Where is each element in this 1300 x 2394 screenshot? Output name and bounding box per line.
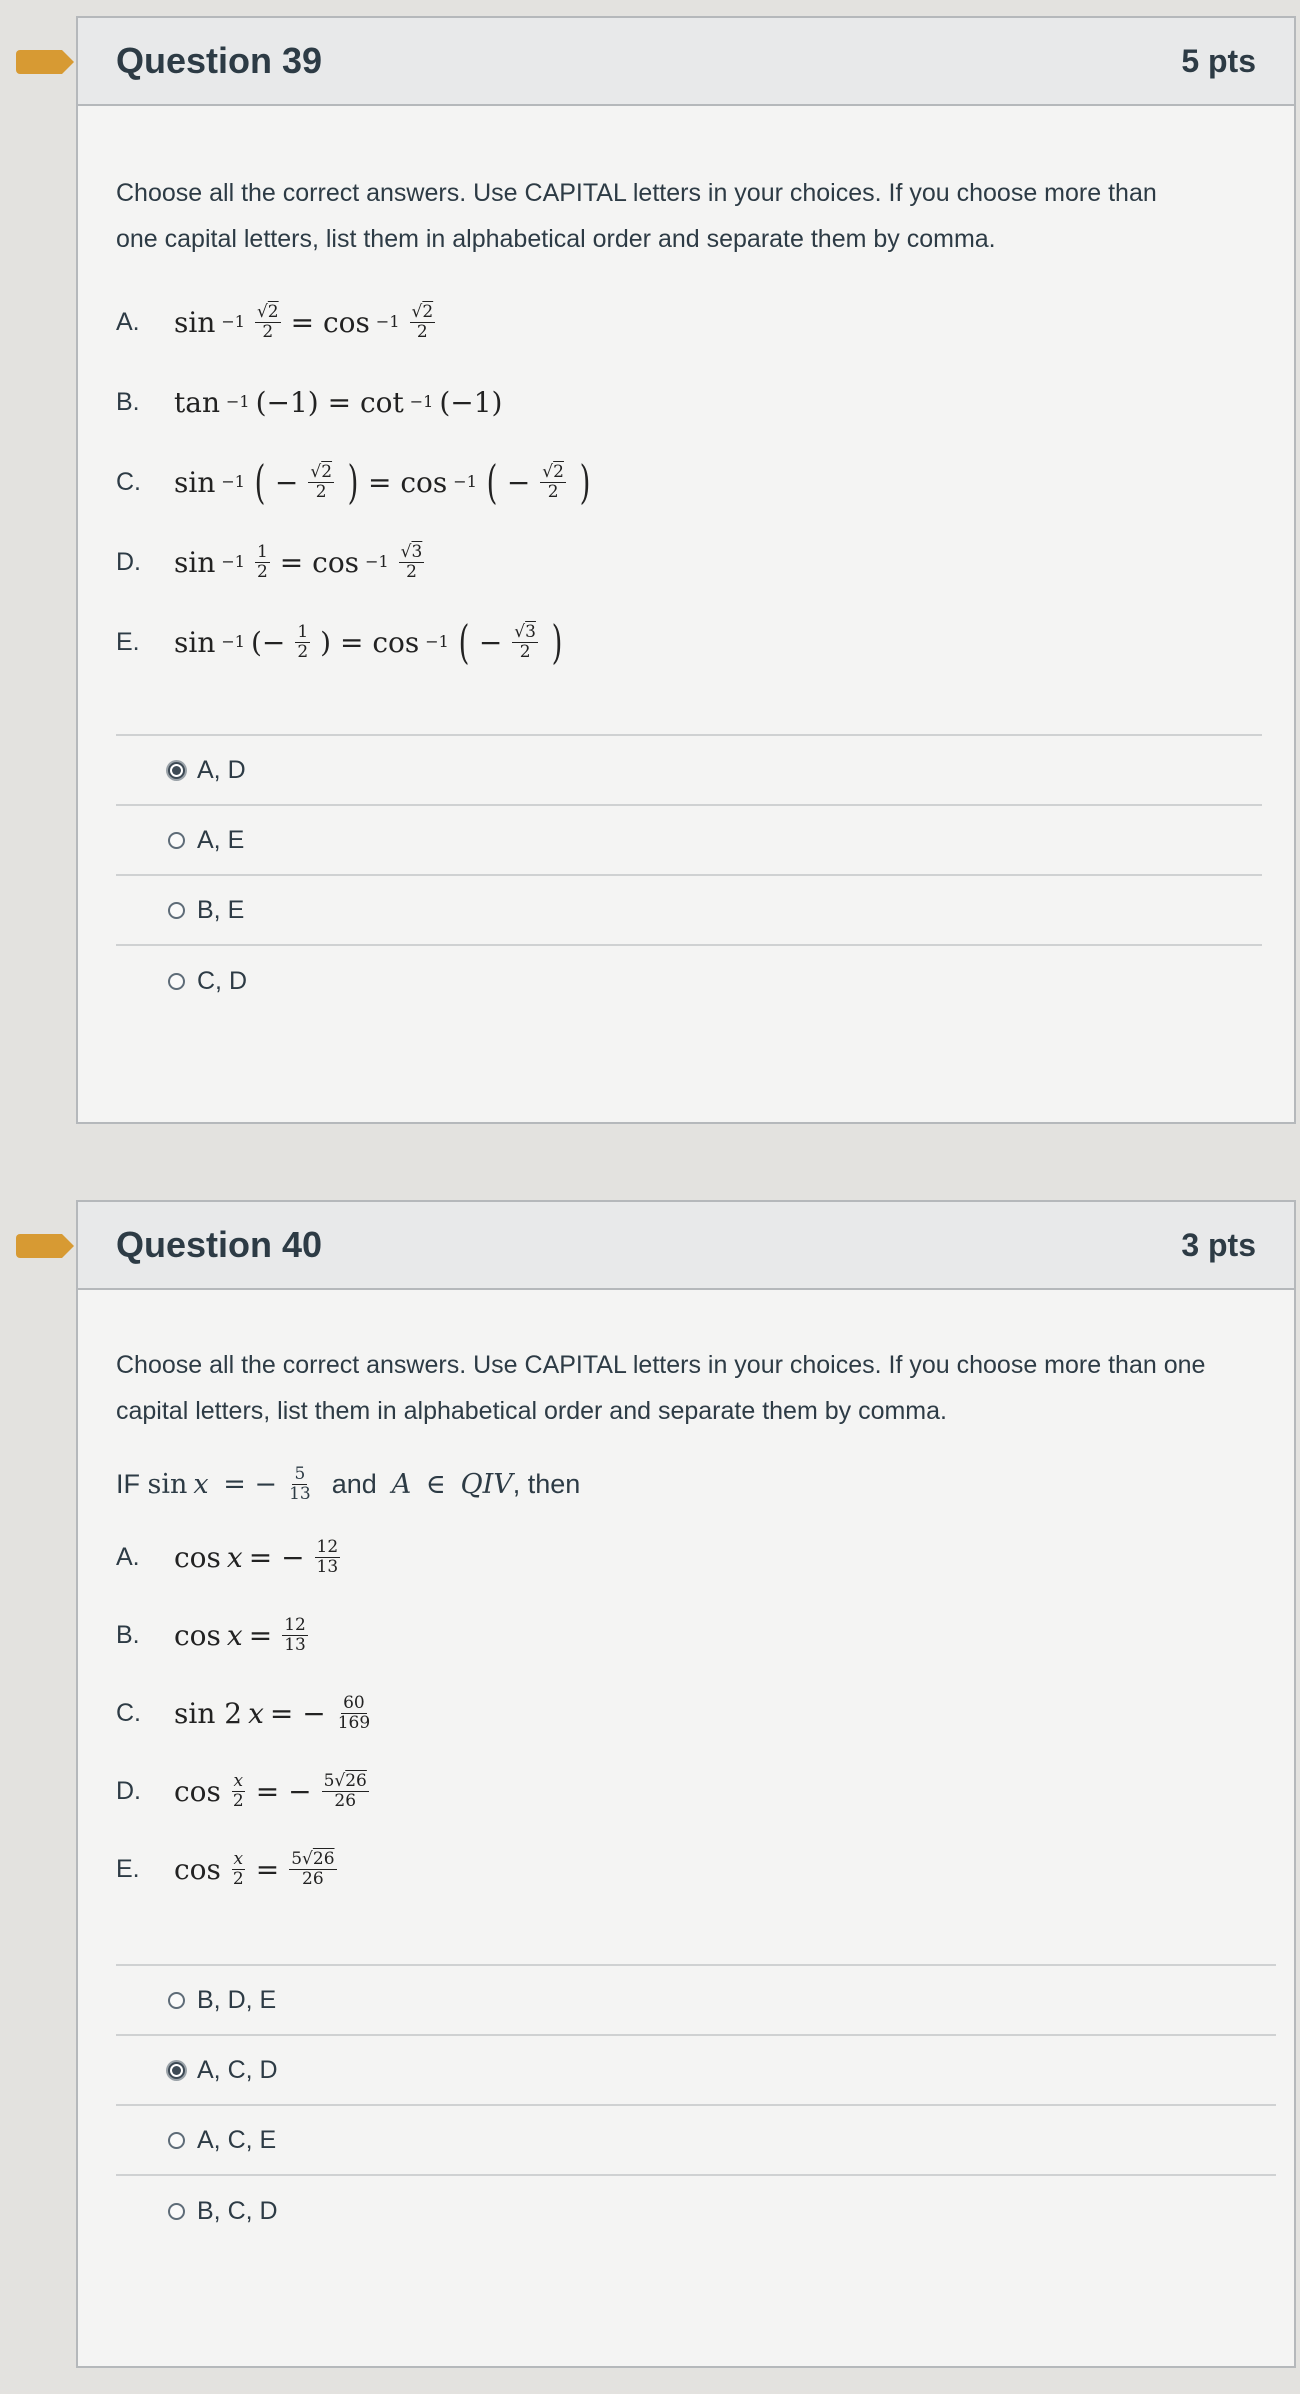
radio-button[interactable] — [168, 2132, 185, 2149]
statement-list — [116, 1518, 1256, 1908]
answer-option-b-e[interactable] — [116, 876, 1262, 946]
statement-letter: A. — [116, 307, 140, 336]
question-prompt: Choose all the correct answers. Use CAPITAL letters in your choices. If you choose more than one capital letters, list them in alphabetical order and separate them by comma. — [116, 1351, 1206, 1425]
radio-button[interactable] — [168, 902, 185, 919]
given-condition: IF sin x = − $\frac{5}{13}$ and A ∈ QIV , then — [116, 1463, 581, 1504]
statement-letter: E. — [116, 1854, 140, 1883]
question-title: Question 39 — [116, 40, 323, 81]
answer-label: B, E — [197, 895, 245, 924]
statement-a: A. cos x = − $\frac{12}{13}$ — [116, 1536, 339, 1577]
statement-letter: D. — [116, 1776, 141, 1805]
statement-c: C. sin −1 ( − $\frac{√2}{2}$ ) = cos −1 ( − $\frac{√2}{2}$ ) — [116, 455, 591, 509]
statement-b: B. tan −1 (−1) = cot −1 (−1) — [116, 385, 503, 419]
question-39-card — [76, 16, 1296, 1124]
answer-label: A, D — [197, 755, 246, 784]
statement-letter: A. — [116, 1542, 140, 1571]
statement-a: A. sin −1 $\frac{√2}{2}$ = cos −1 $\frac{√2}{2}$ — [116, 301, 434, 342]
answer-options — [116, 1964, 1276, 2246]
statement-letter: C. — [116, 1698, 141, 1727]
answer-option-a-d[interactable] — [116, 736, 1262, 806]
radio-button[interactable] — [168, 832, 185, 849]
question-prompt: Choose all the correct answers. Use CAPITAL letters in your choices. If you choose more than one capital letters, list them in alphabetical order and separate them by comma. — [116, 179, 1157, 253]
statement-letter: B. — [116, 387, 140, 416]
statement-e: E. sin −1 (− $\frac{1}{2}$ ) = cos −1 ( − $\frac{√3}{2}$ ) — [116, 615, 563, 669]
answer-label: A, E — [197, 825, 245, 854]
question-40-flag[interactable] — [16, 1234, 62, 1258]
answer-label: C, D — [197, 966, 247, 995]
statement-c: C. sin 2 x = − $\frac{60}{169}$ — [116, 1692, 371, 1733]
answer-option-c-d[interactable] — [116, 946, 1262, 1016]
answer-option-a-c-e[interactable] — [116, 2106, 1276, 2176]
answer-option-a-c-d[interactable] — [116, 2036, 1276, 2106]
given-prefix: IF — [116, 1468, 140, 1499]
statement-b: B. cos x = $\frac{12}{13}$ — [116, 1614, 306, 1655]
statement-letter: B. — [116, 1620, 140, 1649]
question-header — [78, 18, 1294, 106]
statement-list — [116, 282, 1256, 682]
answer-option-b-c-d[interactable] — [116, 2176, 1276, 2246]
question-header — [78, 1202, 1294, 1290]
statement-letter: D. — [116, 547, 141, 576]
statement-letter: C. — [116, 467, 141, 496]
statement-d: D. cos $\frac{x}{2}$ = − $\frac{5√26}{26}$ — [116, 1770, 367, 1811]
answer-options — [116, 734, 1262, 1016]
statement-d: D. sin −1 $\frac{1}{2}$ = cos −1 $\frac{√3}{2}$ — [116, 541, 423, 582]
radio-button-selected[interactable] — [168, 2062, 185, 2079]
radio-button[interactable] — [168, 2203, 185, 2220]
answer-label: B, C, D — [197, 2196, 278, 2225]
answer-label: A, C, D — [197, 2055, 278, 2084]
question-39-flag[interactable] — [16, 50, 62, 74]
radio-button[interactable] — [168, 973, 185, 990]
answer-label: B, D, E — [197, 1985, 277, 2014]
question-points: 3 pts — [1181, 1226, 1256, 1263]
answer-label: A, C, E — [197, 2125, 277, 2154]
given-suffix: , then — [512, 1468, 581, 1499]
given-middle: and — [331, 1468, 377, 1499]
question-40-card — [76, 1200, 1296, 2368]
answer-option-b-d-e[interactable] — [116, 1966, 1276, 2036]
question-title: Question 40 — [116, 1224, 323, 1265]
question-points: 5 pts — [1181, 42, 1256, 79]
answer-option-a-e[interactable] — [116, 806, 1262, 876]
statement-letter: E. — [116, 627, 140, 656]
radio-button-selected[interactable] — [168, 762, 185, 779]
statement-e: E. cos $\frac{x}{2}$ = $\frac{5√26}{26}$ — [116, 1848, 335, 1889]
radio-button[interactable] — [168, 1992, 185, 2009]
